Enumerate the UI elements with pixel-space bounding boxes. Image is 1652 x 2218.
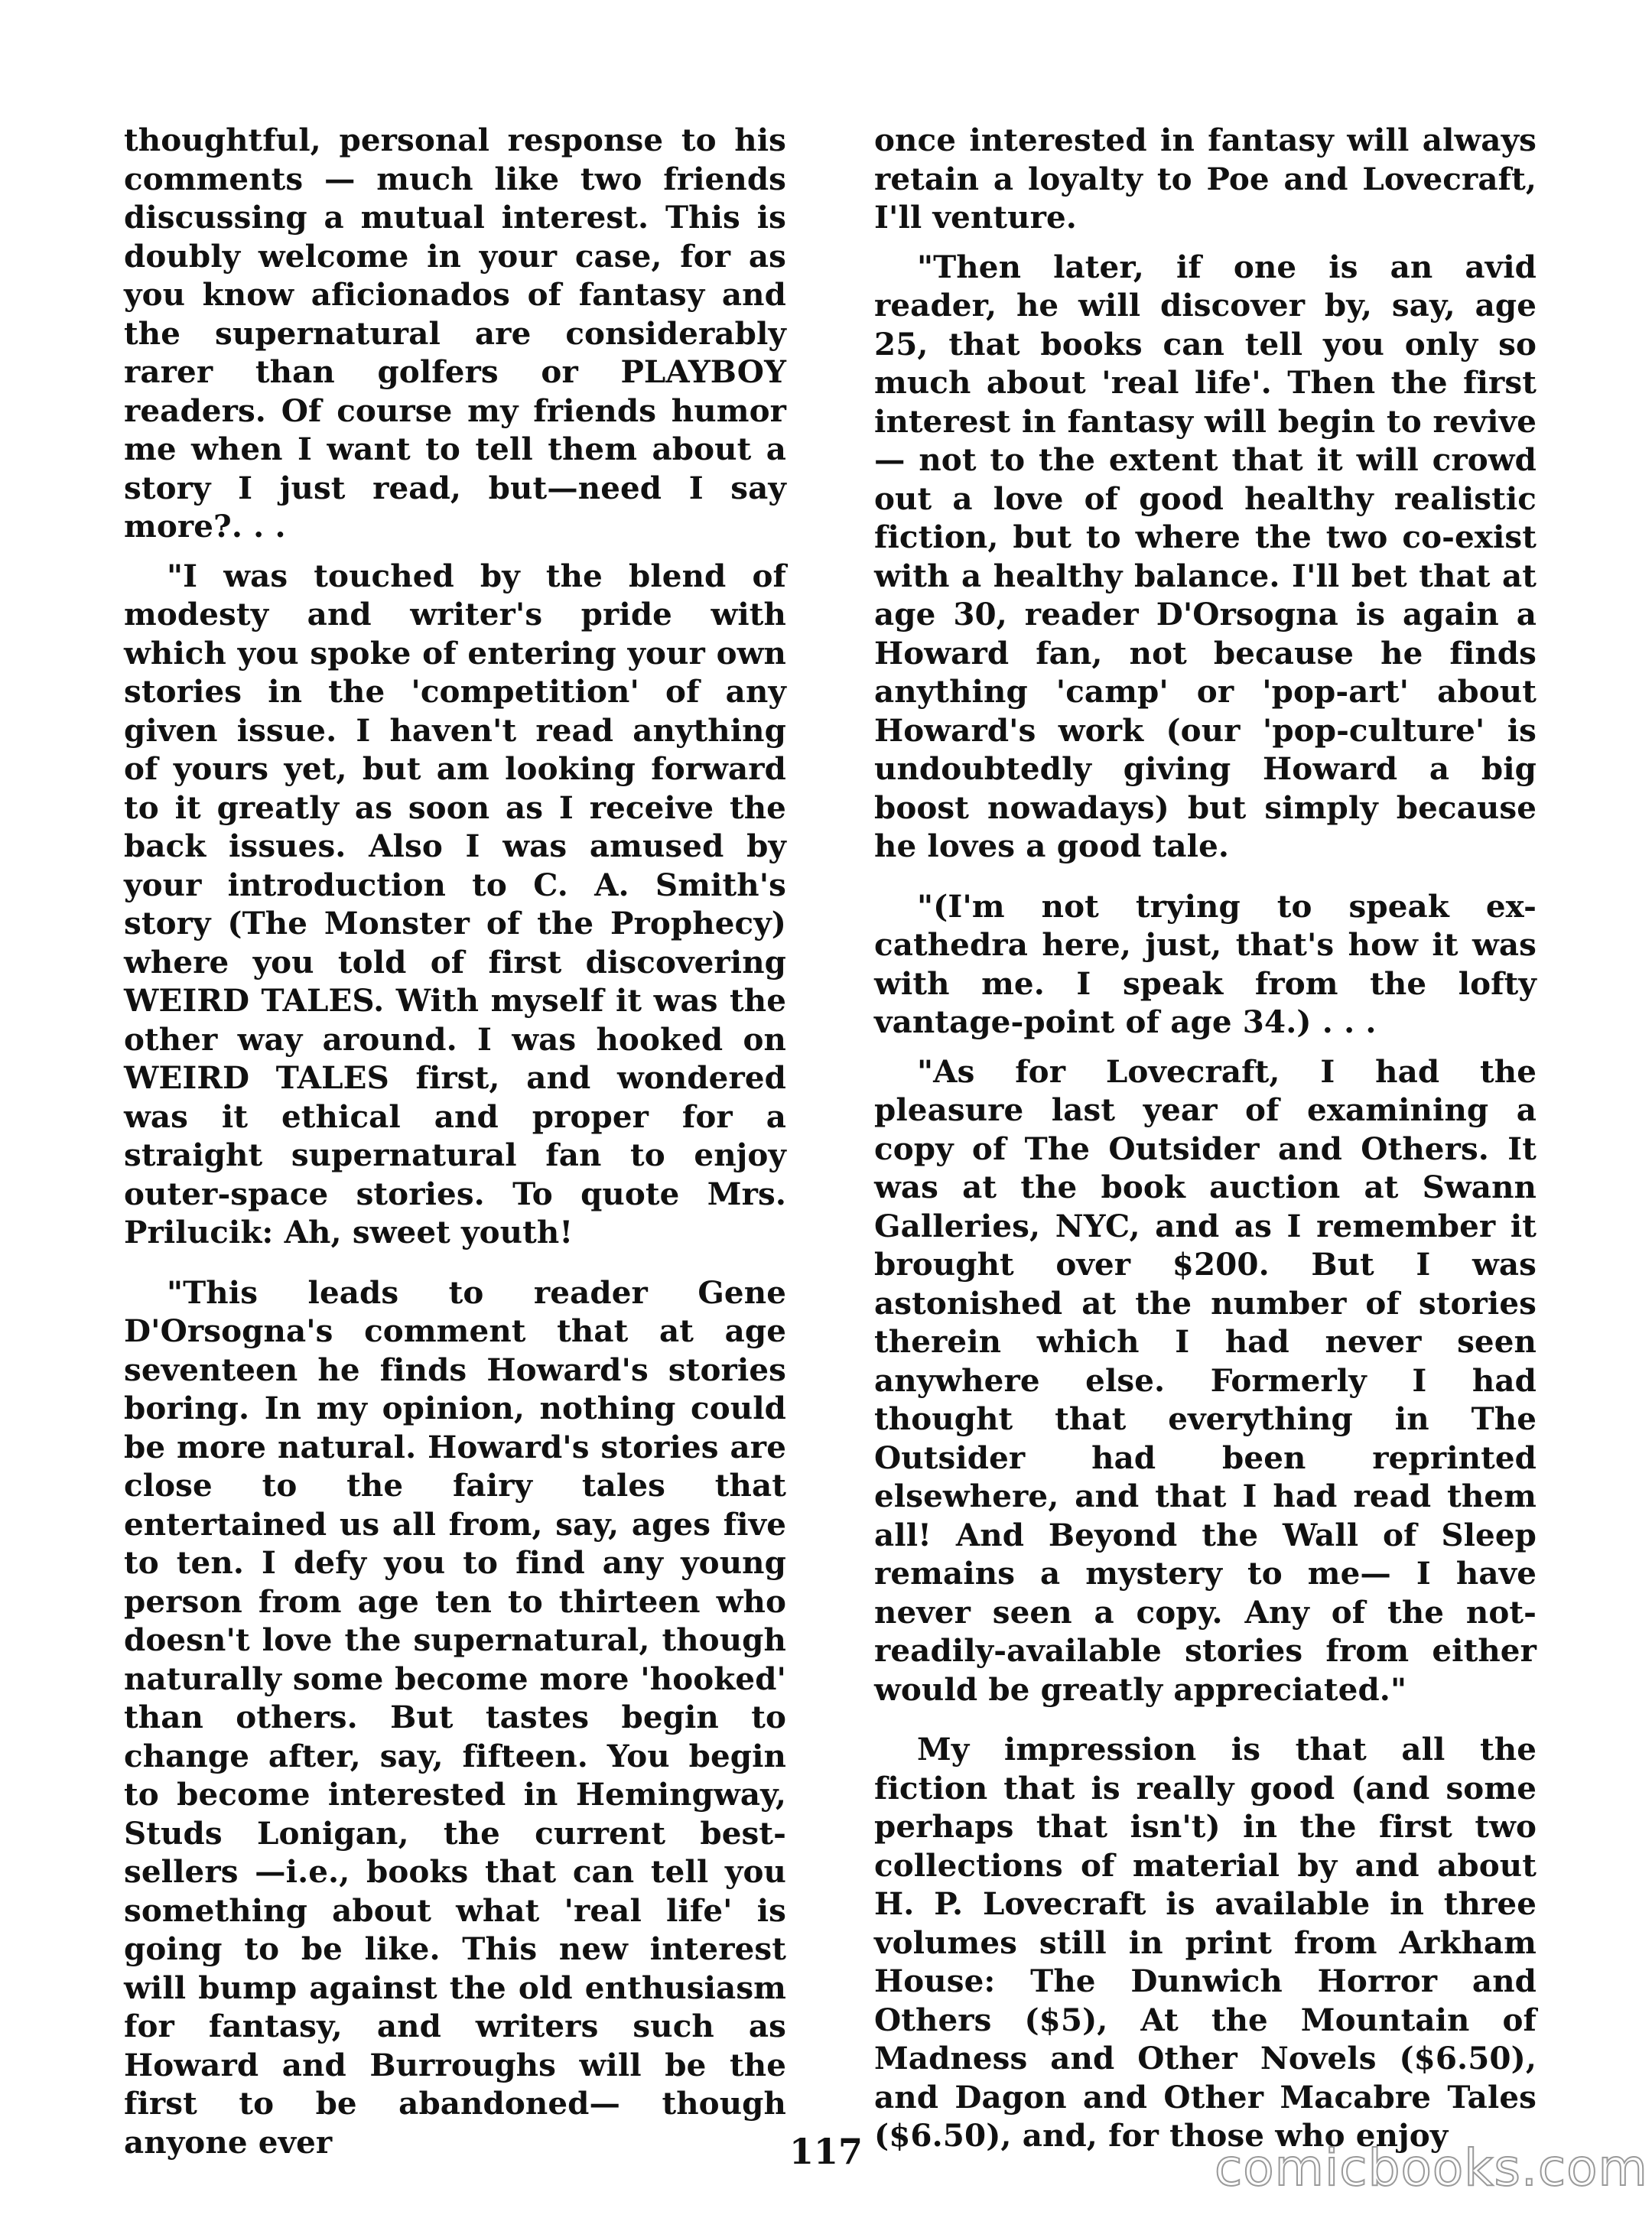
paragraph: thoughtful, personal response to his comments — much like two friends discussing a mutual interest. This is doubly welcome in your case, for as you know aficionados of fantasy and the supernatural are considerably rarer than golfers or PLAYBOY readers. Of course my friends humor me when I want to tell them about a story I just read, but—need I say more?. . . (124, 122, 786, 545)
watermark: comicbooks.com (1215, 2138, 1648, 2197)
paragraph: once interested in fantasy will always retain a loyalty to Poe and Lovecraft, I'll venture. (874, 122, 1537, 236)
paragraph: "As for Lovecraft, I had the pleasure last year of examining a copy of The Outsider and Others. It was at the book auction at Swann Galleries, NYC, and as I remember it brought over $200. But I was astonished at the number of stories therein which I had never seen anywhere else. Formerly I had thought that everything in The Outsider had been reprinted elsewhere, and that I had read them all! And Beyond the Wall of Sleep remains a mystery to me— I have never seen a copy. Any of the not-readily-available stories from either would be greatly appreciated." (874, 1052, 1537, 1708)
left-column (124, 121, 786, 2161)
paragraph: My impression is that all the fiction that is really good (and some perhaps that isn't) in the first two collections of material by and about H. P. Lovecraft is available in three volumes still in print from Arkham House: The Dunwich Horror and Others ($5), At the Mountain of Madness and Other Novels ($6.50), and Dagon and Other Macabre Tales ($6.50), and, for those who enjoy (874, 1731, 1537, 2154)
paragraph: "Then later, if one is an avid reader, he will discover by, say, age 25, that books can tell you only so much about 'real life'. Then the first interest in fantasy will begin to revive— not to the extent that it will crowd out a love of good healthy realistic fiction, but to where the two co-exist with a healthy balance. I'll bet that at age 30, reader D'Orsogna is again a Howard fan, not because he finds anything 'camp' or 'pop-art' about Howard's work (our 'pop-culture' is undoubtedly giving Howard a big boost nowadays) but simply because he loves a good tale. (874, 248, 1537, 864)
paragraph: "This leads to reader Gene D'Orsogna's comment that at age seventeen he finds Howard's stories boring. In my opinion, nothing could be more natural. Howard's stories are close to the fairy tales that entertained us all from, say, ages five to ten. I defy you to find any young person from age ten to thirteen who doesn't love the supernatural, though naturally some become more 'hooked' than others. But tastes begin to change after, say, fifteen. You begin to become interested in Hemingway, Studs Lonigan, the current best-sellers —i.e., books that can tell you something about what 'real life' is going to be like. This new interest will bump against the old enthusiasm for fantasy, and writers such as Howard and Burroughs will be the first to be abandoned— though anyone ever (124, 1273, 786, 2161)
paragraph: "(I'm not trying to speak ex-cathedra here, just, that's how it was with me. I speak from the lofty vantage-point of age 34.) . . . (874, 887, 1537, 1040)
paragraph: "I was touched by the blend of modesty and writer's pride with which you spoke of entering your own stories in the 'competition' of any given issue. I haven't read anything of yours yet, but am looking forward to it greatly as soon as I receive the back issues. Also I was amused by your introduction to C. A. Smith's story (The Monster of the Prophecy) where you told of first discovering WEIRD TALES. With myself it was the other way around. I was hooked on WEIRD TALES first, and wondered was it ethical and proper for a straight supernatural fan to enjoy outer-space stories. To quote Mrs. Prilucik: Ah, sweet youth! (124, 557, 786, 1250)
page-number: 117 (789, 2131, 863, 2172)
right-column (874, 121, 1537, 2155)
